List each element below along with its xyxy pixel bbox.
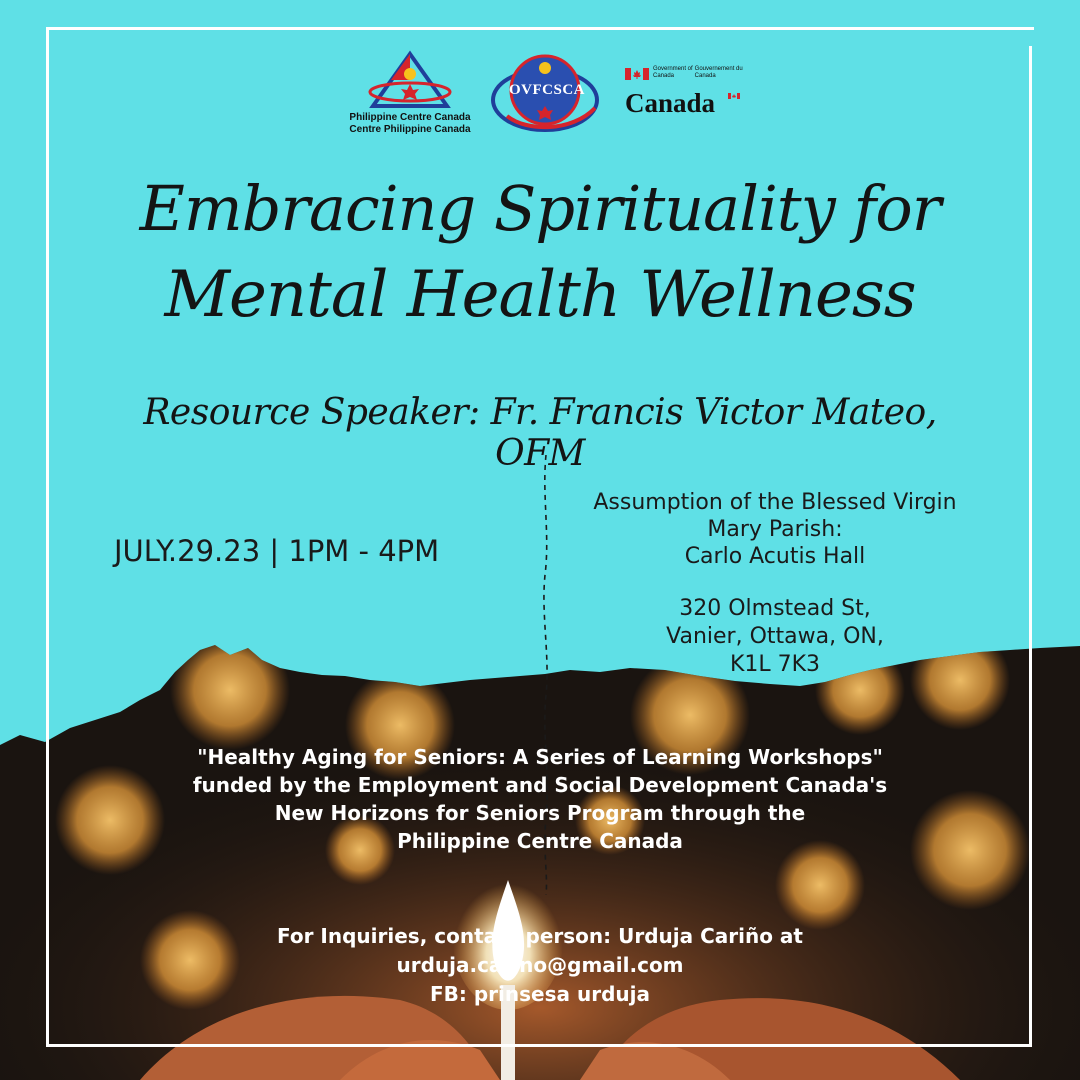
canada-wordmark: Canada [625,88,716,118]
canada-wordmark-flag-icon [728,92,740,100]
contact-email: urduja.carino@gmail.com [396,953,684,977]
canada-flag-icon [625,68,649,80]
address-line1: 320 Olmstead St, [679,596,871,621]
venue-line3: Carlo Acutis Hall [684,544,866,569]
event-date-time: JULY.29.23 | 1PM - 4PM [114,534,440,568]
venue-line1: Assumption of the Blessed Virgin [593,490,957,515]
venue-line2: Mary Parish: [707,517,843,542]
contact-line1: For Inquiries, contact person: Urduja Cariño at [277,924,803,948]
pcc-name-en: Philippine Centre Canada [349,112,471,123]
pcc-name-fr: Centre Philippine Canada [349,124,471,135]
venue-address [560,595,990,679]
gov-name-fr: Gouvernement du Canada [694,66,743,79]
funding-statement [60,743,1020,855]
address-line2: Vanier, Ottawa, ON, [666,624,884,649]
funding-line4: Philippine Centre Canada [397,829,683,853]
frame-top [46,27,1034,30]
frame-right [1029,46,1032,1046]
ovfcsca-label: OVFCSCA [508,82,585,98]
funding-line1: "Healthy Aging for Seniors: A Series of Learning Workshops" [197,745,883,769]
resource-speaker: Resource Speaker: Fr. Francis Victor Mateo, OFM [143,392,937,474]
address-line3: K1L 7K3 [729,652,821,677]
contact-info [60,922,1020,1009]
gov-name-en: Government of Canada [653,66,693,79]
government-of-canada-wordmark [625,66,755,126]
contact-facebook: FB: prinsesa urduja [430,982,650,1006]
philippine-centre-canada-logo [345,50,475,140]
funding-line2: funded by the Employment and Social Development Canada's [192,773,888,797]
frame-left [46,27,49,1047]
event-title-line1: Embracing Spirituality for [139,172,941,245]
event-title-line2: Mental Health Wellness [164,258,916,332]
government-names [653,66,773,80]
frame-bottom [46,1044,1032,1047]
funding-line3: New Horizons for Seniors Program through the [274,801,806,825]
ovfcsca-logo [487,50,607,140]
pcc-emblem-icon [365,50,455,112]
venue-name [560,489,990,570]
